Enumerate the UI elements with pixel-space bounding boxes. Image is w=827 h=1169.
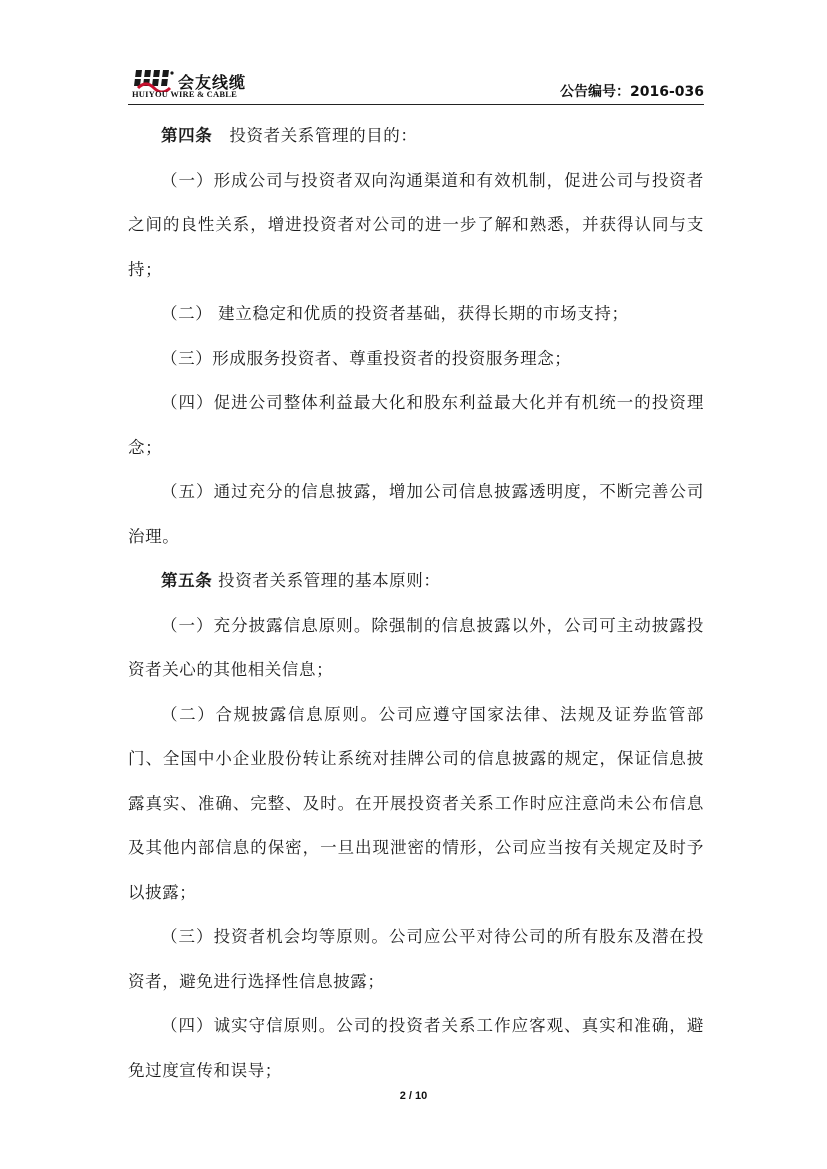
article-5-item-3: （三）投资者机会均等原则。公司应公平对待公司的所有股东及潜在投资者，避免进行选择性信息披露； <box>128 927 704 991</box>
company-logo <box>132 68 292 98</box>
article-4-heading <box>128 114 704 159</box>
article-4-item-4: （四）促进公司整体利益最大化和股东利益最大化并有机统一的投资理念； <box>128 393 704 457</box>
article-4-title: 投资者关系管理的目的： <box>212 126 418 145</box>
logo-english-name: HUIYOU WIRE & CABLE <box>132 89 237 99</box>
article-5-item-2: （二）合规披露信息原则。公司应遵守国家法律、法规及证券监管部门、全国中小企业股份转让系统对挂牌公司的信息披露的规定，保证信息披露真实、准确、完整、及时。在开展投资者关系工作时应注意尚未公布信息及其他内部信息的保密，一旦出现泄密的情形，公司应当按有关规定及时予以披露； <box>128 704 704 902</box>
article-4-item-5: （五）通过充分的信息披露，增加公司信息披露透明度，不断完善公司治理。 <box>128 482 704 546</box>
article-5-item-4: （四）诚实守信原则。公司的投资者关系工作应客观、真实和准确，避免过度宣传和误导； <box>128 1016 704 1080</box>
article-5-heading <box>128 559 704 604</box>
header-divider <box>128 104 704 105</box>
article-5-item-1: （一）充分披露信息原则。除强制的信息披露以外，公司可主动披露投资者关心的其他相关信息； <box>128 615 704 679</box>
announcement-number: 公告编号：2016-036 <box>560 84 704 100</box>
article-4-number: 第四条 <box>161 126 213 145</box>
article-5-number: 第五条 <box>161 571 213 590</box>
article-5-title: 投资者关系管理的基本原则： <box>218 571 441 590</box>
article-4-item-1: （一）形成公司与投资者双向沟通渠道和有效机制，促进公司与投资者之间的良性关系，增进投资者对公司的进一步了解和熟悉，并获得认同与支持； <box>128 170 704 279</box>
article-4-item-2: （二） 建立稳定和优质的投资者基础，获得长期的市场支持； <box>161 304 629 323</box>
article-4-item-3: （三）形成服务投资者、尊重投资者的投资服务理念； <box>161 348 572 368</box>
page-number: 2 / 10 <box>399 1090 428 1102</box>
page-header <box>128 66 704 106</box>
document-body <box>128 114 704 1093</box>
logo-company-name: 会友线缆 <box>178 73 247 92</box>
